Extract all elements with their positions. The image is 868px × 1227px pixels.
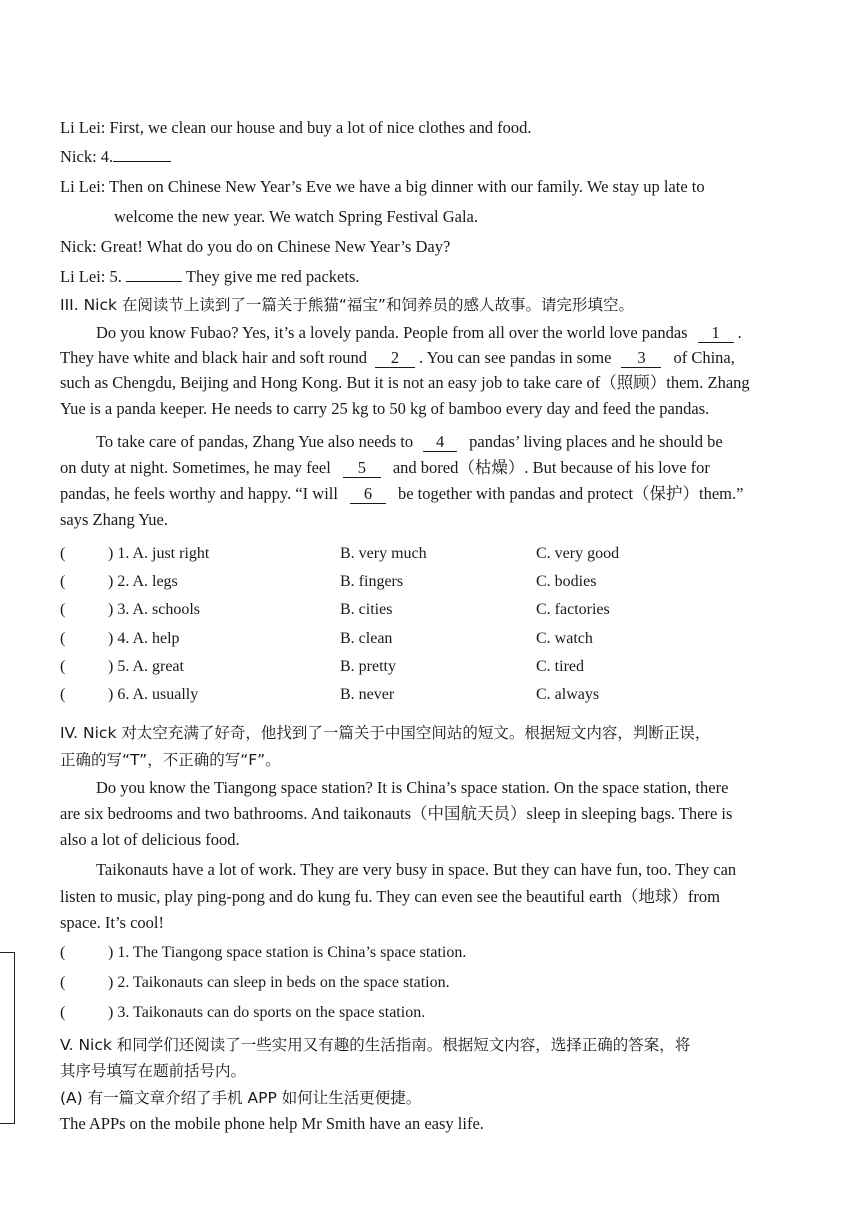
true-false-statement[interactable]: ) 2. Taikonauts can sleep in beds on the space station. [108,974,450,991]
option-a[interactable]: ) 3. A. schools [108,601,200,618]
passage-line: also a lot of delicious food. [60,830,240,849]
answer-paren-open: ( [60,545,66,562]
dialogue-text: Nick: 4. [60,147,114,166]
option-c[interactable]: C. very good [536,545,620,562]
true-false-statement[interactable]: ) 3. Taikonauts can do sports on the space station. [108,1004,426,1021]
passage-text: Do you know Fubao? Yes, it’s a lovely panda. People from all over the world love pandas [96,323,688,342]
section-5-subheading: (A) 有一篇文章介绍了手机 APP 如何让生活更便捷。 [60,1089,422,1107]
cloze-blank-4[interactable]: 4 [423,433,457,452]
cloze-blank-2[interactable]: 2 [375,349,415,368]
option-c[interactable]: C. factories [536,601,610,618]
passage-line [60,483,743,505]
passage-line: says Zhang Yue. [60,510,168,529]
option-b[interactable]: B. clean [340,630,393,647]
passage-line: space. It’s cool! [60,913,165,932]
passage-line [60,347,735,369]
option-c[interactable]: C. watch [536,630,593,647]
dialogue-line: welcome the new year. We watch Spring Festival Gala. [114,207,479,226]
passage-line: The APPs on the mobile phone help Mr Smith have an easy life. [60,1114,484,1133]
true-false-statement[interactable]: ) 1. The Tiangong space station is China’s space station. [108,944,467,961]
option-b[interactable]: B. very much [340,545,427,562]
passage-line: listen to music, play ping-pong and do kung fu. They can even see the beautiful earth（地球）from [60,887,720,906]
option-a[interactable]: ) 6. A. usually [108,686,199,703]
cloze-blank-1[interactable]: 1 [698,324,734,343]
passage-line: are six bedrooms and two bathrooms. And taikonauts（中国航天员）sleep in sleeping bags. There is [60,804,733,823]
cloze-blank-5[interactable]: 5 [343,459,381,478]
dialogue-text: Li Lei: 5. [60,267,122,286]
answer-paren-open: ( [60,686,66,703]
option-a[interactable]: ) 4. A. help [108,630,180,647]
dialogue-line [60,146,175,168]
option-a[interactable]: ) 5. A. great [108,658,184,675]
passage-line: Do you know Fubao? Yes, it’s a lovely panda. People from all over the world love pandas 1 . [96,323,742,342]
option-a[interactable]: ) 2. A. legs [108,573,178,590]
answer-blank-4[interactable] [113,161,171,162]
passage-text: To take care of pandas, Zhang Yue also needs to [96,432,414,451]
section-4-heading: IV. Nick 对太空充满了好奇，他找到了一篇关于中国空间站的短文。根据短文内容，判断正误， [60,724,711,742]
dialogue-line: Li Lei: First, we clean our house and buy a lot of nice clothes and food. [60,118,532,137]
dialogue-line: Li Lei: Then on Chinese New Year’s Eve we have a big dinner with our family. We stay up late to [60,177,705,196]
option-c[interactable]: C. bodies [536,573,597,590]
answer-paren-open: ( [60,974,66,991]
answer-paren-open: ( [60,630,66,647]
binding-margin-frame [0,952,15,1124]
passage-text: They have white and black hair and soft round [60,348,367,367]
section-5-heading: V. Nick 和同学们还阅读了一些实用又有趣的生活指南。根据短文内容，选择正确的答案，将 [60,1036,691,1054]
answer-paren-open: ( [60,601,66,618]
dialogue-line: Nick: Great! What do you do on Chinese New Year’s Day? [60,237,451,256]
passage-line: such as Chengdu, Beijing and Hong Kong. But it is not an easy job to take care of（照顾）them. Zhang [60,373,750,392]
passage-line: Do you know the Tiangong space station? It is China’s space station. On the space station, there [96,778,729,797]
passage-text: and bored（枯燥）. But because of his love for [392,458,710,477]
passage-text: pandas’ living places and he should be [469,432,723,451]
cloze-blank-6[interactable]: 6 [350,485,386,504]
answer-paren-open: ( [60,658,66,675]
dialogue-text: They give me red packets. [185,267,360,286]
option-b[interactable]: B. never [340,686,395,703]
answer-paren-open: ( [60,573,66,590]
section-5-heading-2: 其序号填写在题前括号内。 [60,1062,247,1080]
passage-line: Taikonauts have a lot of work. They are very busy in space. But they can have fun, too. They can [96,860,737,879]
passage-line [96,431,723,453]
option-b[interactable]: B. pretty [340,658,396,675]
cloze-blank-3[interactable]: 3 [621,349,661,368]
passage-text: of China, [673,348,735,367]
option-c[interactable]: C. always [536,686,600,703]
dialogue-line [60,266,360,288]
option-b[interactable]: B. fingers [340,573,404,590]
option-b[interactable]: B. cities [340,601,393,618]
passage-text: . You can see pandas in some [418,348,612,367]
section-4-heading-2: 正确的写“T”，不正确的写“F”。 [60,751,281,769]
passage-text: on duty at night. Sometimes, he may feel [60,458,331,477]
answer-blank-5[interactable] [126,281,182,282]
passage-text: pandas, he feels worthy and happy. “I will [60,484,338,503]
option-a[interactable]: ) 1. A. just right [108,545,210,562]
passage-line [60,457,710,479]
answer-paren-open: ( [60,944,66,961]
answer-paren-open: ( [60,1004,66,1021]
section-3-heading: III. Nick 在阅读节上读到了一篇关于熊猫“福宝”和饲养员的感人故事。请完形填空。 [60,296,634,314]
option-c[interactable]: C. tired [536,658,584,675]
passage-line: Yue is a panda keeper. He needs to carry 25 kg to 50 kg of bamboo every day and feed the pandas. [60,399,710,418]
passage-text: be together with pandas and protect（保护）them.” [397,484,744,503]
